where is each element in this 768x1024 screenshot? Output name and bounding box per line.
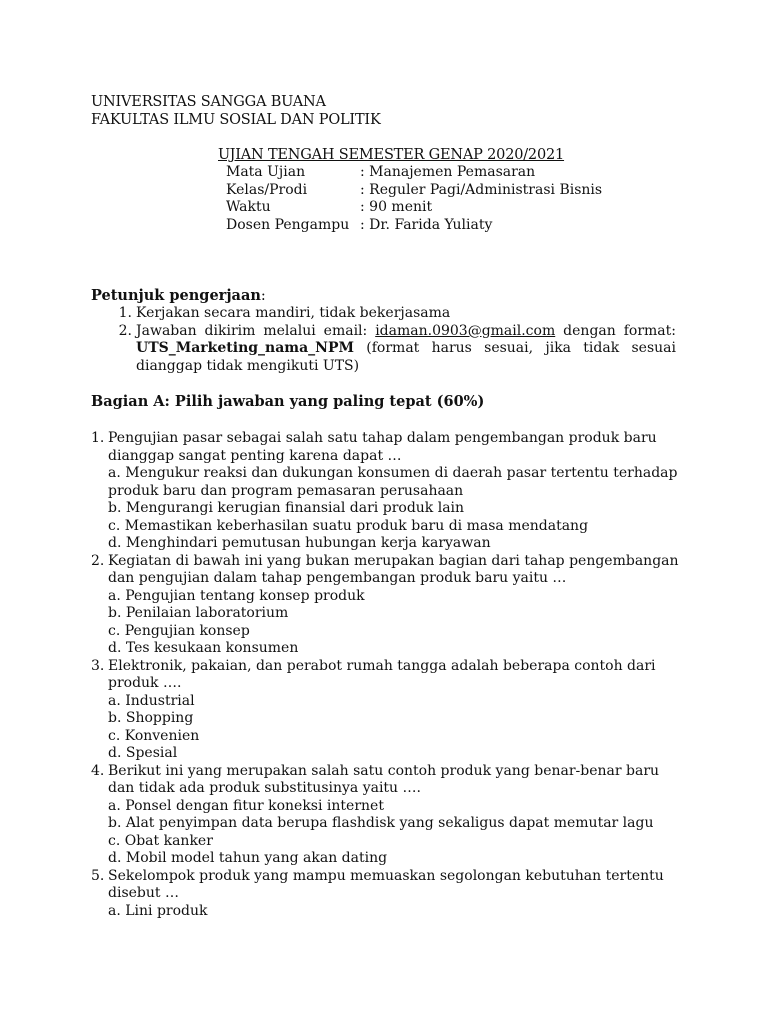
info-value: : Manajemen Pemasaran [360, 164, 536, 180]
faculty-name: FAKULTAS ILMU SOSIAL DAN POLITIK [91, 112, 381, 128]
answer-option: b. Shopping [108, 710, 194, 726]
answer-option: d. Tes kesukaan konsumen [108, 640, 299, 656]
answer-option: c. Konvenien [108, 727, 200, 744]
question-number: 3. [91, 657, 105, 674]
instruction-item [91, 323, 676, 376]
answer-option: c. Pengujian konsep [108, 622, 250, 639]
info-label: Mata Ujian [226, 164, 306, 180]
question-list [91, 430, 681, 920]
exam-info [226, 164, 602, 234]
question-item [91, 658, 681, 763]
info-row [226, 164, 602, 182]
answer-option: d. Menghindari pemutusan hubungan kerja karyawan [108, 535, 491, 551]
question-number: 1. [91, 430, 105, 446]
answer-option: b. Mengurangi kerugian finansial dari produk lain [108, 500, 465, 516]
instruction-text [136, 323, 676, 376]
instructions-heading [91, 287, 266, 306]
instruction-text: Kerjakan secara mandiri, tidak bekerjasama [136, 305, 451, 321]
answer-option: a. Industrial [108, 692, 195, 709]
answer-option: a. Lini produk [108, 902, 208, 919]
answer-option: a. Pengujian tentang konsep produk [108, 587, 365, 604]
question-body [108, 658, 681, 763]
question-body [108, 553, 681, 658]
answer-option: b. Penilaian laboratorium [108, 605, 289, 621]
info-row [226, 217, 602, 235]
info-row [226, 182, 602, 200]
answer-option: c. Memastikan keberhasilan suatu produk baru di masa mendatang [108, 517, 589, 534]
instruction-number: 1. [118, 305, 132, 321]
question-text: Berikut ini yang merupakan salah satu contoh produk yang benar-benar baru dan tidak ada produk substitusinya yaitu …. [108, 762, 660, 796]
question-body [108, 763, 681, 868]
question-body [108, 430, 681, 553]
question-item [91, 553, 681, 658]
question-text: Kegiatan di bawah ini yang bukan merupakan bagian dari tahap pengembangan dan pengujian dalam tahap pengembangan produk baru yaitu … [108, 552, 679, 586]
info-value: : Dr. Farida Yuliaty [360, 216, 493, 233]
instructions-heading-colon: : [260, 288, 266, 304]
info-value: : Reguler Pagi/Administrasi Bisnis [360, 181, 603, 198]
info-row [226, 199, 602, 217]
answer-option: b. Alat penyimpan data berupa flashdisk yang sekaligus dapat memutar lagu [108, 815, 654, 831]
info-label: Dosen Pengampu [226, 216, 350, 233]
answer-option: c. Obat kanker [108, 832, 213, 849]
instructions-heading-text: Petunjuk pengerjaan [91, 287, 261, 304]
instruction-number: 2. [118, 322, 132, 339]
question-text: Sekelompok produk yang mampu memuaskan segolongan kebutuhan tertentu disebut … [108, 867, 664, 901]
info-value: : 90 menit [360, 199, 433, 215]
question-number: 2. [91, 552, 105, 569]
answer-option: a. Ponsel dengan fitur koneksi internet [108, 797, 384, 814]
question-text: Pengujian pasar sebagai salah satu tahap dalam pengembangan produk baru dianggap sangat penting karena dapat … [108, 430, 657, 464]
instruction-middle: dengan format: [555, 322, 676, 339]
university-name: UNIVERSITAS SANGGA BUANA [91, 94, 326, 110]
question-item [91, 868, 681, 921]
info-label: Kelas/Prodi [226, 181, 308, 198]
question-number: 4. [91, 762, 105, 779]
question-item [91, 430, 681, 553]
exam-title: UJIAN TENGAH SEMESTER GENAP 2020/2021 [218, 147, 565, 163]
answer-option: d. Spesial [108, 745, 178, 761]
file-format: UTS_Marketing_nama_NPM [136, 340, 354, 356]
document-header [91, 93, 381, 129]
instruction-suffix: (format harus sesuai, jika tidak sesuai dianggap tidak mengikuti UTS) [136, 340, 676, 374]
section-a-heading: Bagian A: Pilih jawaban yang paling tepat (60%) [91, 393, 485, 410]
question-body [108, 868, 681, 921]
question-text: Elektronik, pakaian, dan perabot rumah tangga adalah beberapa contoh dari produk …. [108, 657, 656, 691]
email-link[interactable]: idaman.0903@gmail.com [375, 322, 556, 339]
instructions-list [91, 305, 676, 375]
question-item [91, 763, 681, 868]
answer-option: a. Mengukur reaksi dan dukungan konsumen di daerah pasar tertentu terhadap produk baru dan program pemasaran perusahaan [108, 465, 678, 499]
question-number: 5. [91, 867, 105, 884]
info-label: Waktu [226, 199, 271, 215]
instruction-prefix: Jawaban dikirim melalui email: [136, 322, 376, 339]
answer-option: d. Mobil model tahun yang akan dating [108, 850, 388, 866]
instruction-item [91, 305, 676, 323]
